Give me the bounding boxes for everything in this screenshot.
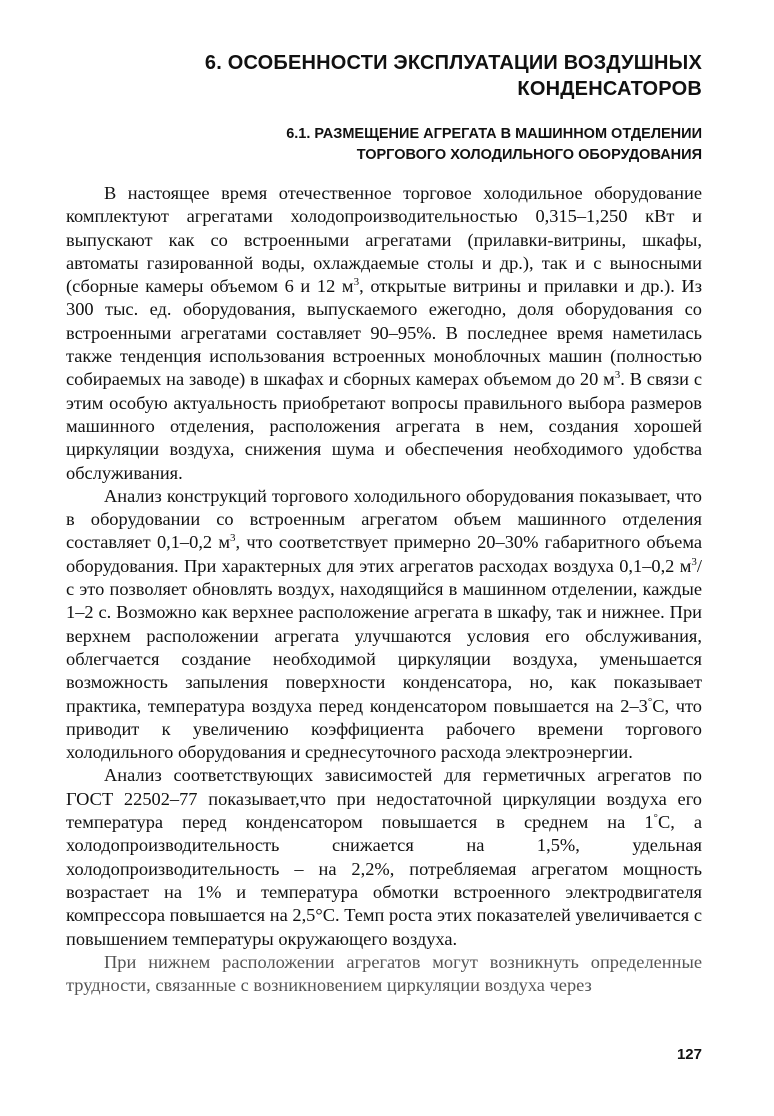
paragraph-4-text-a: При нижнем расположении агрегатов могут возникнуть определенные трудности, связанные с возникновением циркуляции воздуха через [66,951,702,996]
body-text [66,182,702,997]
paragraph-1-text-b: , открытые витрины и прилавки и др.). Из 300 тыс. ед. оборудования, выпускаемого ежегодно, доля оборудования со встроенными агрегатами составляет 90–95%. В последнее время наметилась также тенденция использования встроенных моноблочных машин (полностью собираемых на заводе) в шкафах и сборных камерах объемом до 20 м [66,276,702,390]
paragraph-2-text-b: , что соответствует примерно 20–30% габаритного объема оборудования. При характерных для этих агрегатов расходах воздуха 0,1–0,2 м [66,532,702,576]
section-title [142,124,702,166]
paragraph-4 [66,951,702,998]
paragraph-2-text-d: С, что приводит к увеличению коэффициента рабочего времени торгового холодильного оборудования и среднесуточного расхода электроэнергии. [66,695,703,763]
paragraph-1-sup-1: 3 [353,276,360,289]
paragraph-1-text-a: В настоящее время отечественное торговое холодильное оборудование комплектуют агрегатами холодопроизводительностью 0,315–1,250 кВт и выпускают как со встроенными агрегатами (прилавки-витрины, шкафы, автоматы газированной воды, охлаждаемые столы и др.), так и с выносными (сборные камеры объемом 6 и 12 м [66,183,702,297]
section-title-line1: 6.1. РАЗМЕЩЕНИЕ АГРЕГАТА В МАШИННОМ ОТДЕЛЕНИИ [286,126,702,142]
paragraph-1-text-c: . В связи с этим особую актуальность приобретают вопросы правильного выбора размеров машинного отделения, расположения агрегата в нем, создания хорошей циркуляции воздуха, снижения шума и обеспечения необходимого удобства обслуживания. [66,369,702,483]
paragraph-2 [66,485,702,765]
paragraph-3-text-a: Анализ соответствующих зависимостей для герметичных агрегатов по ГОСТ 22502–77 показывает,что при недостаточной циркуляции воздуха его температура перед конденсатором повышается в среднем на 1 [66,765,702,833]
paragraph-1-sup-2: 3 [614,369,621,382]
section-title-line2: ТОРГОВОГО ХОЛОДИЛЬНОГО ОБОРУДОВАНИЯ [356,147,702,163]
paragraph-3-sup-1: ° [653,811,658,824]
paragraph-2-sup-1: 3 [230,532,236,545]
paragraph-3-text-b: С, а холодопроизводительность снижается на 1,5%, удельная холодопроизводительность – на 2,2%, потребляемая агрегатом мощность возрастает на 1% и температура обмотки встроенного электродвигателя компрессора повышается на 2,5°С. Темп роста этих показателей увеличивается с повышением температуры окружающего воздуха. [66,812,702,949]
page-number: 127 [676,1046,702,1063]
paragraph-2-text-a: Анализ конструкций торгового холодильного оборудования показывает, что в оборудовании со встроенным агрегатом объем машинного отделения составляет 0,1–0,2 м [66,485,702,553]
paragraph-2-text-c: /с это позволяет обновлять воздух, находящийся в машинном отделении, каждые 1–2 с. Возможно как верхнее расположение агрегата в шкафу, так и нижнее. При верхнем расположении агрегата улучшаются условия его обслуживания, облегчается создание необходимой циркуляции воздуха, уменьшается возможность запыления поверхности конденсатора, но, как показывает практика, температура воздуха перед конденсатором повышается на 2–3 [66,555,702,716]
paragraph-3 [66,764,702,950]
chapter-title-line2: КОНДЕНСАТОРОВ [517,78,702,100]
paragraph-2-sup-2: 3 [691,555,697,568]
paragraph-2-sup-3: ° [647,695,653,708]
paragraph-1 [66,182,702,485]
chapter-title-line1: 6. ОСОБЕННОСТИ ЭКСПЛУАТАЦИИ ВОЗДУШНЫХ [204,52,702,74]
chapter-title [142,50,702,102]
